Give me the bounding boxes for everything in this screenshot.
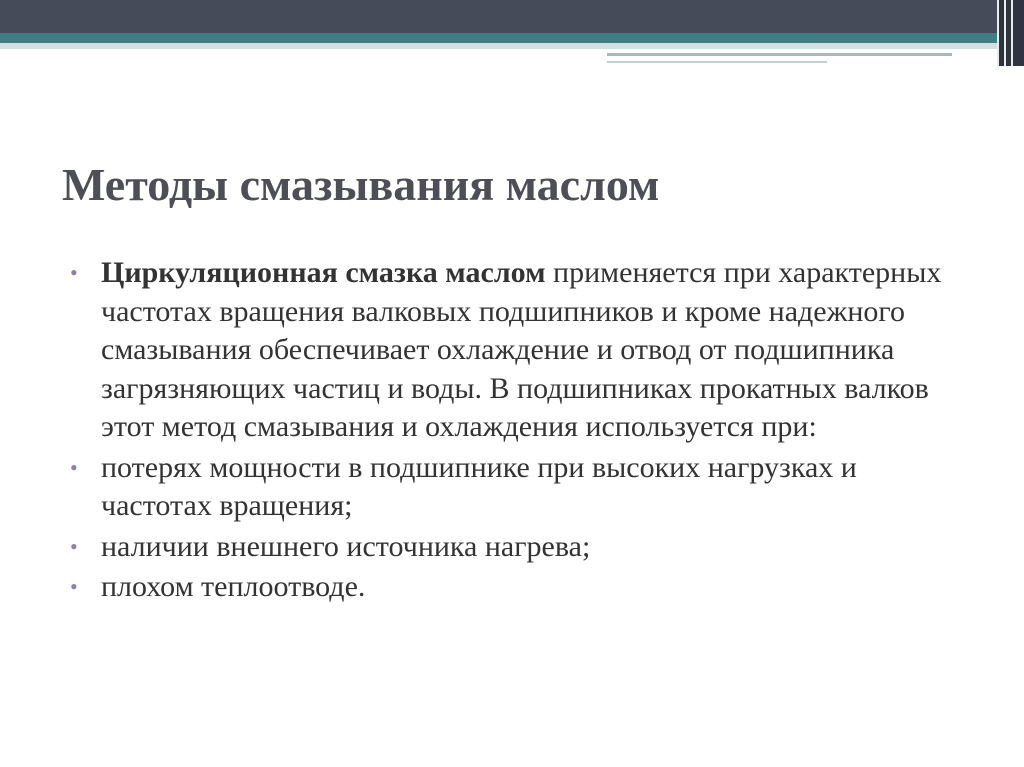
bullet-icon: • — [70, 574, 78, 599]
header-dark-band — [0, 0, 1024, 33]
bullet-icon: • — [70, 533, 78, 559]
slide-title: Методы смазывания маслом — [62, 159, 660, 210]
header-teal-band — [0, 33, 1024, 43]
bullet-item — [70, 528, 960, 567]
header-accent-line-short — [607, 61, 827, 63]
bullet-text: применяется при характерных частотах вращения валковых подшипников и кроме надежного смазывания обеспечивает охлаждение и отвод от подшипника загрязняющих частиц и воды. В подшипниках прокатных валков этот метод смазывания и охлаждения используется при: — [101, 256, 942, 443]
header-corner-stripe — [1011, 0, 1013, 66]
bullet-icon: • — [70, 260, 78, 285]
bullet-text: плохом теплоотводе. — [101, 570, 366, 603]
bullet-item — [70, 568, 960, 607]
header-corner-stripe — [1004, 0, 1006, 66]
bullet-text: потерях мощности в подшипнике при высоких нагрузках и частотах вращения; — [101, 450, 857, 522]
bullet-text: наличии внешнего источника нагрева; — [101, 529, 591, 563]
bullet-bold-lead: Циркуляционная смазка маслом — [101, 256, 546, 289]
bullet-item — [70, 449, 960, 526]
header-corner-stripe — [997, 0, 999, 66]
bullet-icon: • — [70, 454, 78, 480]
header-corner-block — [1013, 0, 1024, 66]
bullet-item — [70, 254, 960, 447]
bullet-list — [70, 254, 960, 607]
header-light-band — [0, 43, 1024, 49]
header-accent-line — [607, 53, 952, 56]
